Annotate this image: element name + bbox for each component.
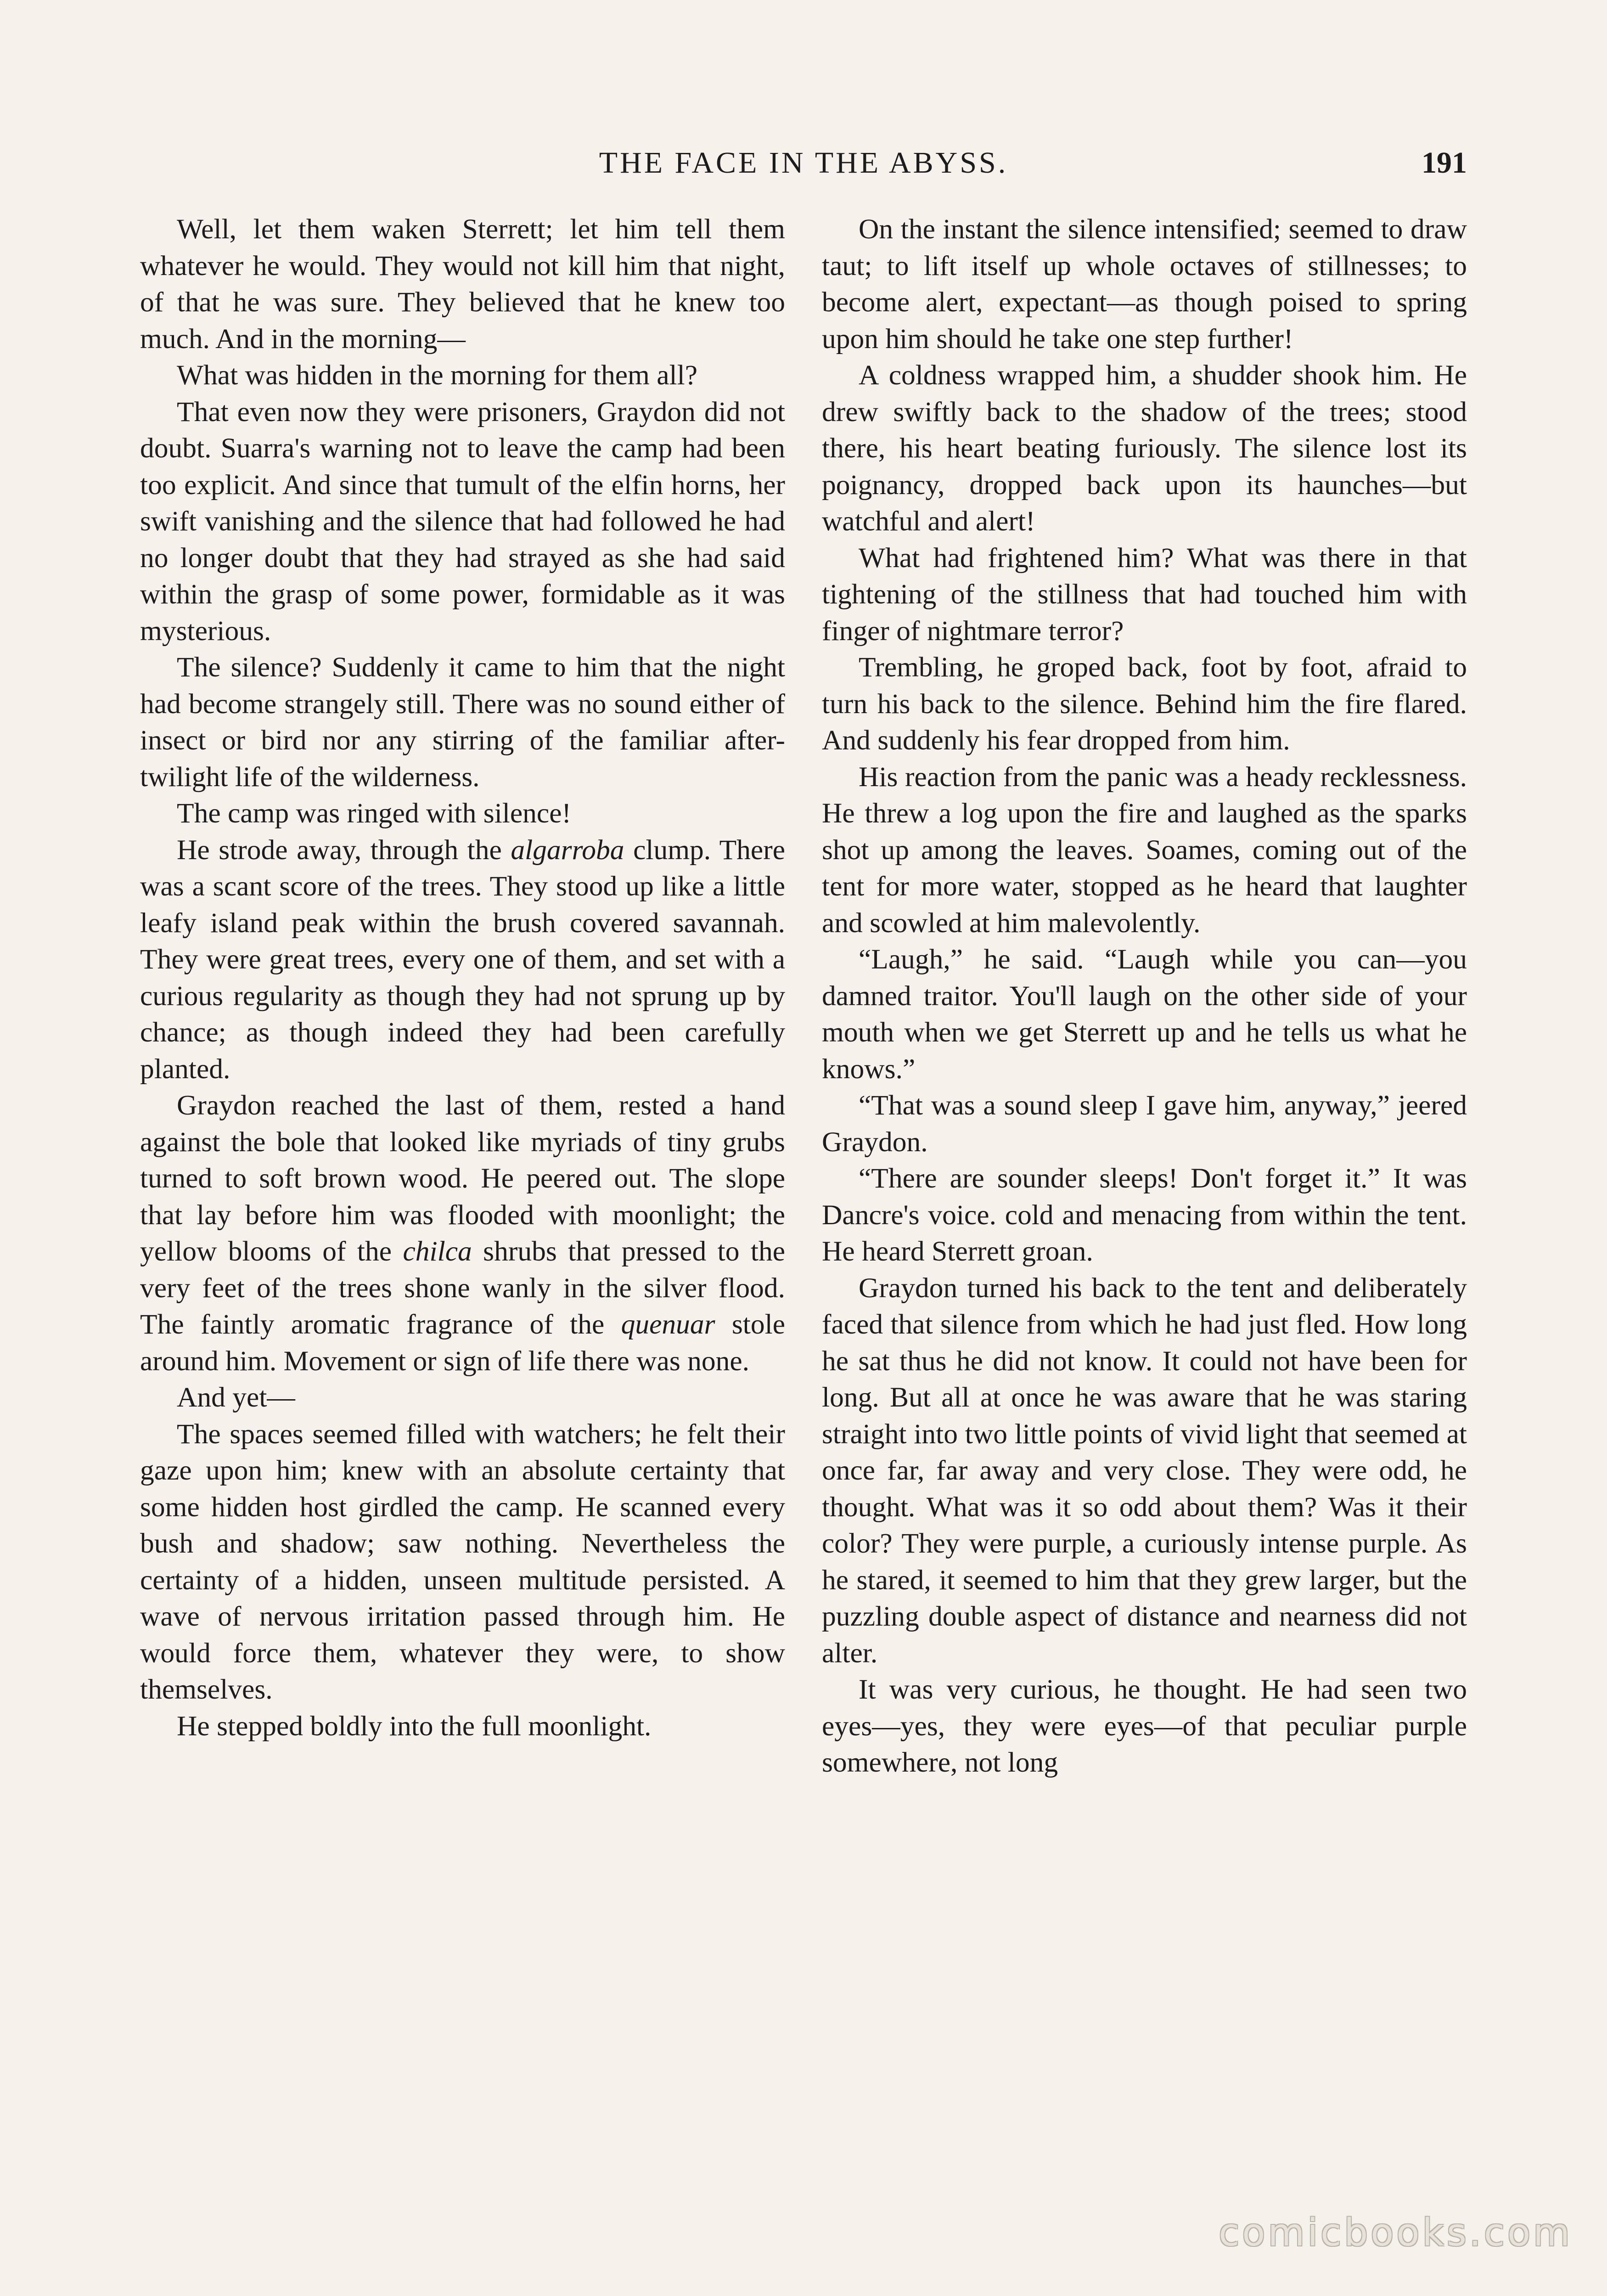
watermark: comicbooks.com (1219, 2211, 1573, 2255)
paragraph: And yet— (177, 1382, 295, 1413)
paragraph: The camp was ringed with silence! (177, 798, 571, 829)
paragraph: Graydon turned his back to the tent and deliberately faced that silence from which he had just fled. How long he sat thus he did not know. It could not have been for long. But all at once he was aware that he was staring straight into two little points of vivid light that seemed at once far, far away and very close. They were odd, he thought. What was it so odd about them? Was it their color? They were purple, a curiously intense purple. As he stared, it seemed to him that they grew larger, but the puzzling double aspect of distance and nearness did not alter. (822, 1272, 1467, 1669)
paragraph: “Laugh,” he said. “Laugh while you can—you damned traitor. You'll laugh on the other side of your mouth when we get Sterrett up and he tells us what he knows.” (822, 944, 1467, 1085)
paragraph: That even now they were prisoners, Graydon did not doubt. Suarra's warning not to leave the camp had been too explicit. And since that tumult of the elfin horns, her swift vanishing and the silence that had followed he had no longer doubt that they had strayed as she had said within the grasp of some power, formidable as it was mysterious. (140, 396, 785, 647)
paragraph: The silence? Suddenly it came to him that the night had become strangely still. There was no sound either of insect or bird nor any stirring of the familiar after-twilight life of the wilderness. (140, 652, 785, 793)
paragraph: A coldness wrapped him, a shudder shook him. He drew swiftly back to the shadow of the trees; stood there, his heart beating furiously. The silence lost its poignancy, dropped back upon its haunches—but watchful and alert! (822, 360, 1467, 537)
page-number: 191 (1422, 146, 1467, 180)
paragraph (140, 1087, 785, 1379)
paragraph: “There are sounder sleeps! Don't forget it.” It was Dancre's voice. cold and menacing from within the tent. He heard Sterrett groan. (822, 1163, 1467, 1267)
paragraph: What was hidden in the morning for them all? (177, 360, 698, 391)
right-column (822, 211, 1467, 1781)
paragraph (140, 832, 785, 1088)
text-segment: shrubs that pressed to the very feet of the trees shone wanly in the silver flood. The faintly aromatic fragrance of the (140, 1236, 785, 1340)
text-segment: Graydon reached the last of them, rested a hand against the bole that looked like myriads of tiny grubs turned to soft brown wood. He peered out. The slope that lay before him was flooded with moonlight; the yellow blooms of the (140, 1090, 785, 1267)
left-column (140, 211, 785, 1745)
text-segment: stole around him. Movement or sign of life there was none. (140, 1309, 785, 1377)
running-title: THE FACE IN THE ABYSS. (599, 146, 1008, 180)
paragraph: Well, let them waken Sterrett; let him tell them whatever he would. They would not kill him that night, of that he was sure. They believed that he knew too much. And in the morning— (140, 214, 785, 355)
running-head (140, 138, 1467, 188)
italic-term: quenuar (621, 1309, 715, 1340)
italic-term: algarroba (511, 834, 624, 866)
paragraph: “That was a sound sleep I gave him, anyway,” jeered Graydon. (822, 1090, 1467, 1158)
paragraph: It was very curious, he thought. He had seen two eyes—yes, they were eyes—of that peculiar purple somewhere, not long (822, 1674, 1467, 1778)
italic-term: chilca (403, 1236, 472, 1267)
paragraph: His reaction from the panic was a heady recklessness. He threw a log upon the fire and laughed as the sparks shot up among the leaves. Soames, coming out of the tent for more water, stopped as he heard that laughter and scowled at him malevolently. (822, 761, 1467, 939)
paragraph: Trembling, he groped back, foot by foot, afraid to turn his back to the silence. Behind him the fire flared. And suddenly his fear dropped from him. (822, 652, 1467, 756)
paragraph: What had frightened him? What was there in that tightening of the stillness that had touched him with finger of nightmare terror? (822, 542, 1467, 647)
paragraph: The spaces seemed filled with watchers; he felt their gaze upon him; knew with an absolute certainty that some hidden host girdled the camp. He scanned every bush and shadow; saw nothing. Nevertheless the certainty of a hidden, unseen multitude persisted. A wave of nervous irritation passed through him. He would force them, whatever they were, to show themselves. (140, 1418, 785, 1705)
text-segment: clump. There was a scant score of the trees. They stood up like a little leafy island peak within the brush covered savannah. They were great trees, every one of them, and set with a curious regularity as though they had not sprung up by chance; as though indeed they had been carefully planted. (140, 834, 785, 1085)
text-segment: He strode away, through the (177, 834, 511, 866)
paragraph: He stepped boldly into the full moonlight. (177, 1710, 652, 1742)
paragraph: On the instant the silence intensified; seemed to draw taut; to lift itself up whole octaves of stillnesses; to become alert, expectant—as though poised to spring upon him should he take one step further! (822, 214, 1467, 355)
